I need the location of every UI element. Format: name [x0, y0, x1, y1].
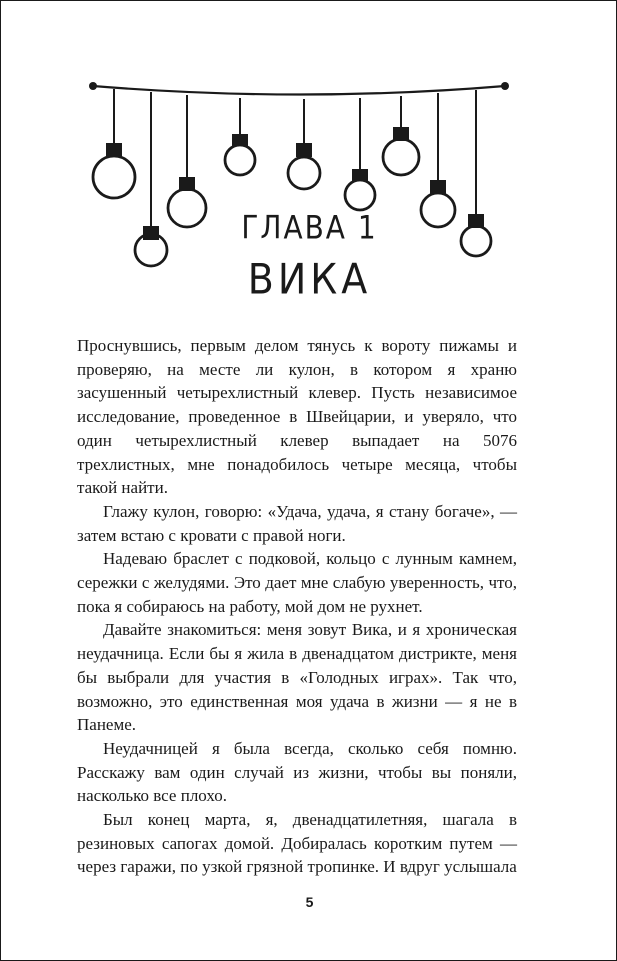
chapter-label: ГЛАВА 1 — [241, 208, 378, 247]
chapter-title: ВИКА — [247, 254, 372, 304]
chapter-body-text — [77, 334, 517, 879]
paragraph-5: Неудачницей я была всегда, сколько себя помню. Расскажу вам один случай из жизни, чтобы вы поняли, насколько все плохо. — [77, 738, 517, 806]
page-number: 5 — [305, 894, 314, 910]
garland-end-left — [89, 82, 97, 90]
paragraph-1: Проснувшись, первым делом тянусь к вороту пижамы и проверяю, на месте ли кулон, в котором я храню засушенный четырехлистный клевер. Пусть независимое исследование, проведенное в Швейцарии, и уверяло, что один четырехлистный клевер выпадает на 5076 трехлистных, мне понадобилось четыре месяца, чтобы такой найти. — [77, 336, 517, 498]
paragraph-6: Был конец марта, я, двенадцатилетняя, шагала в резиновых сапогах домой. Добиралась коротким путем — через гаражи, по узкой грязной тропинке. И вдруг услышала — [77, 810, 517, 877]
garland-end-right — [501, 82, 509, 90]
paragraph-2: Глажу кулон, говорю: «Удача, удача, я стану богаче», — затем встаю с кровати с правой ноги. — [77, 501, 517, 545]
paragraph-4: Давайте знакомиться: меня зовут Вика, и я хроническая неудачница. Если бы я жила в двенадцатом дистрикте, меня бы выбрали для участия в «Голодных играх». Так что, возможно, это единственная моя удача в жизни — я не в Панеме. — [77, 620, 517, 735]
paragraph-3: Надеваю браслет с подковой, кольцо с лунным камнем, сережки с желудями. Это дает мне слабую уверенность, что, пока я собираюсь на работу, мой дом не рухнет. — [77, 549, 517, 616]
garland-string — [93, 86, 505, 95]
